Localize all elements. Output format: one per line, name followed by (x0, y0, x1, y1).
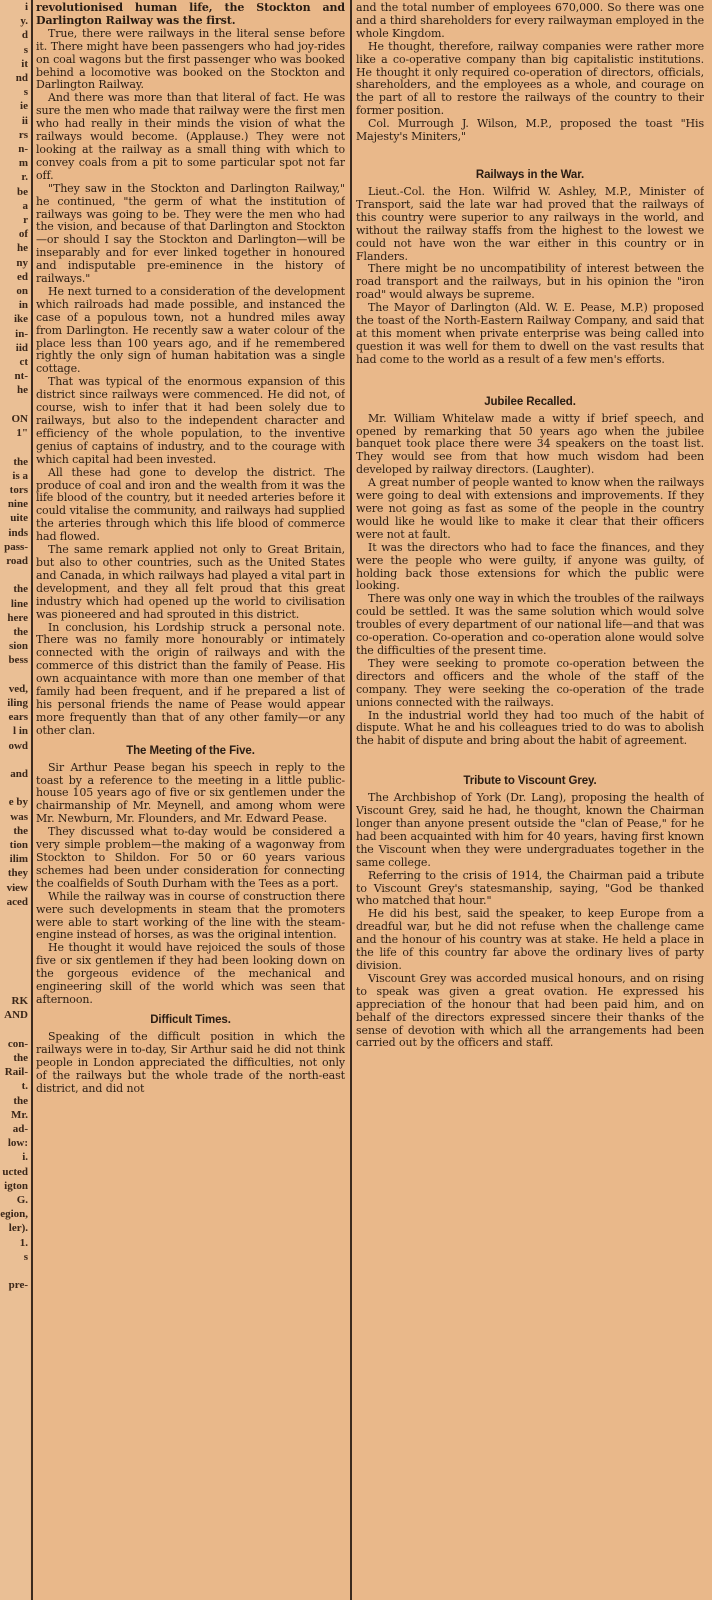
margin-fragment: RK (11, 995, 28, 1008)
margin-fragment: is a (12, 469, 28, 482)
margin-fragment (0, 753, 30, 767)
margin-fragment: the (13, 1094, 28, 1107)
margin-fragment: igton (4, 1179, 28, 1192)
margin-fragment: i. (22, 1151, 28, 1164)
margin-fragment: l in (13, 725, 28, 738)
margin-fragment (0, 568, 30, 582)
paragraph: "They saw in the Stockton and Darlington Railway," he continued, "the germ of what the institution of railways was going to be. They were the men who had the vision, and because of that Darlington and Stockton—or should I say the Stockton and Darlington—will be inseparably and for ever linked together in honoured and indisputable pre-eminence in the history of railways." (36, 181, 345, 286)
margin-fragment: in- (15, 327, 28, 340)
margin-fragment: e by (8, 796, 28, 809)
paragraph: Col. Murrough J. Wilson, M.P., proposed the toast "His Majesty's Miniters," (356, 117, 704, 144)
margin-fragment: was (10, 810, 28, 823)
margin-fragment: m (18, 157, 28, 170)
paragraph: They discussed what to-day would be considered a very simple problem—the making of a wagonway from Stockton to Shildon. For 50 or 60 years various schemes had been under consideration for connecting the coalfields of South Durham with the Tees as a port. (36, 825, 345, 890)
paragraph: The Mayor of Darlington (Ald. W. E. Pease, M.P.) proposed the toast of the North-Eastern Railway Company, and said that at this moment when private enterprise was being called into question it was well for them to dwell on the vast results that had come to the world as a result of a few men's efforts. (356, 301, 704, 366)
margin-fragment: s (23, 1250, 28, 1263)
margin-fragment: ed (17, 270, 28, 283)
margin-fragment: it (21, 57, 28, 70)
margin-fragment: tors (9, 483, 28, 496)
margin-fragment: rs (18, 128, 28, 141)
article-column-1 (36, 2, 345, 1598)
margin-fragment: ilim (9, 853, 28, 866)
paragraph: True, there were railways in the literal sense before it. There might have been passengers who had joy-rides on coal wagons but the first passenger who was booked behind a locomotive was booked on the Stockton and Darlington Railway. (36, 26, 345, 92)
margin-fragment: he (17, 242, 28, 255)
paragraph: Sir Arthur Pease began his speech in reply to the toast by a reference to the meeting in a little public-house 105 years ago of five or six gentlemen under the chairmanship of Mr. Meynell, and among whom were Mr. Newburn, Mr. Flounders, and Mr. Edward Pease. (36, 760, 345, 826)
margin-fragment: iling (7, 696, 28, 709)
paragraph: Referring to the crisis of 1914, the Chairman paid a tribute to Viscount Grey's statesmanship, saying, "God be thanked who matched that hour." (356, 868, 704, 908)
column-rule-middle (350, 0, 352, 1600)
margin-fragment: ii (21, 114, 28, 127)
paragraph: All these had gone to develop the district. The produce of coal and iron and the wealth from it was the life blood of the country, but it needed arteries before it could vitalise the community, and railways had supplied the arteries through which this life blood of commerce had flowed. (36, 465, 345, 544)
margin-fragment: ved, (8, 682, 28, 695)
margin-fragment: ler). (8, 1222, 28, 1235)
paragraph: He did his best, said the speaker, to keep Europe from a dreadful war, but he did not refuse when the challenge came and the honour of his country was at stake. He held a place in the life of this country far above the ordinary lives of party division. (356, 907, 704, 972)
paragraph: The Archbishop of York (Dr. Lang), proposing the health of Viscount Grey, said he had, he thought, known the Chairman longer than anyone present outside the "clan of Pease," for he had been acquainted with him for 40 years, having first known the Viscount when they were undergraduates together in the same college. (356, 791, 704, 869)
margin-fragment: aced (6, 895, 28, 908)
paragraph: They were seeking to promote co-operation between the directors and officers and the whole of the staff of the company. They were seeking the co-operation of the trade unions connected with the railways. (356, 656, 704, 709)
margin-fragment: G. (16, 1194, 28, 1207)
paragraph: That was typical of the enormous expansion of this district since railways were commenced. He did not, of course, wish to infer that it had been solely due to railways, but also to the independent character and efficiency of the whole population, to the inventive genius of captains of industry, and to the courage with which capital had been invested. (36, 375, 345, 466)
margin-fragment: here (7, 611, 28, 624)
margin-fragment: con- (7, 1037, 28, 1050)
margin-fragment: of (18, 228, 28, 241)
margin-fragment: ucted (2, 1165, 28, 1178)
margin-fragment (0, 440, 30, 454)
margin-fragment: the (13, 824, 28, 837)
subheading-jubilee-recalled: Jubilee Recalled. (484, 395, 576, 408)
margin-fragment: Mr. (10, 1108, 28, 1121)
margin-fragment: and (10, 767, 28, 780)
margin-fragment (0, 980, 30, 994)
paragraph: In conclusion, his Lordship struck a personal note. There was no family more honourably or intimately connected with the origin of railways and with the commerce of this district than the family of Pease. His own acquaintance with more than one member of that family had been frequent, and if he prepared a list of his personal friends the name of Pease would appear more frequently than that of any other family—or any other clan. (36, 620, 345, 737)
margin-fragment: egion, (0, 1208, 28, 1221)
margin-fragment (0, 398, 30, 412)
margin-fragment: i (24, 1, 28, 13)
margin-fragment: be (17, 185, 28, 198)
margin-fragment (0, 966, 30, 980)
margin-fragment: ny (16, 256, 28, 269)
spacer (356, 144, 704, 162)
margin-fragment: r (23, 214, 28, 227)
margin-fragment: ie (20, 100, 28, 113)
margin-fragment: y. (20, 15, 28, 28)
paragraph: And there was more than that literal of fact. He was sure the men who made that railway were the first men who had really in their minds the vision of what the railways would become. (Applause.) They were not looking at the railway as a small thing with which to convey coals from a pit to some particular spot not far off. (36, 91, 345, 182)
margin-fragment: ike (13, 313, 28, 326)
paragraph: He next turned to a consideration of the development which railroads had made possible, and instanced the case of a populous town, not a hundred miles away from Darlington. He recently saw a water colour of the place less than 100 years ago, and if he remembered rightly the only sign of human habitation was a single cottage. (36, 284, 345, 376)
margin-fragment: he (17, 384, 28, 397)
spacer (356, 367, 704, 389)
margin-fragment (0, 952, 30, 966)
margin-fragment: s (23, 43, 28, 56)
margin-fragment: tion (9, 838, 28, 851)
margin-fragment: bess (8, 654, 28, 667)
margin-fragment: n- (18, 143, 28, 156)
paragraph: There might be no uncompatibility of interest between the road transport and the railways, but in his opinion the "iron road" would always be supreme. (356, 262, 704, 302)
subheading-tribute-to-viscount-grey: Tribute to Viscount Grey. (463, 775, 597, 788)
margin-fragment: t. (21, 1080, 28, 1093)
margin-fragment: pre- (8, 1279, 28, 1292)
margin-fragment: in (18, 299, 28, 312)
paragraph: revolutionised human life, the Stockton and Darlington Railway was the first. (36, 2, 345, 27)
left-margin-fragment (0, 0, 30, 1600)
margin-fragment (0, 1264, 30, 1278)
paragraph: It was the directors who had to face the finances, and they were the people who were guilty, if anyone was guilty, of holding back those extensions for which the public were looking. (356, 540, 704, 593)
margin-fragment: s (23, 86, 28, 99)
margin-fragment (0, 781, 30, 795)
subheading-meeting-of-the-five: The Meeting of the Five. (126, 744, 255, 757)
margin-fragment: owd (8, 739, 28, 752)
margin-fragment: Rail- (4, 1066, 28, 1079)
subheading-difficult-times: Difficult Times. (150, 1013, 231, 1026)
paragraph: and the total number of employees 670,000. So there was one and a third shareholders for every railwayman employed in the whole Kingdom. (356, 2, 704, 40)
margin-fragment (0, 909, 30, 923)
margin-fragment: nt- (14, 370, 28, 383)
margin-fragment: pass- (4, 540, 28, 553)
margin-fragment: sion (9, 640, 28, 653)
paragraph: Lieut.-Col. the Hon. Wilfrid W. Ashley, M.P., Minister of Transport, said the late war had proved that the railways of this country were superior to any railways in the world, and without the railway staffs from the highest to the lowest we could not have won the war either in this country or in Flanders. (356, 184, 704, 263)
subheading-railways-in-the-war: Railways in the War. (475, 168, 585, 181)
margin-fragment (0, 1023, 30, 1037)
spacer (356, 748, 704, 768)
margin-fragment (0, 668, 30, 682)
margin-fragment: they (7, 867, 28, 880)
margin-fragment: line (10, 597, 28, 610)
paragraph: Mr. William Whitelaw made a witty if brief speech, and opened by remarking that 50 years ago when the jubilee banquet took place there were 34 speakers on the toast list. They would see from that how much wisdom had been developed by railway directors. (Laughter). (356, 411, 704, 477)
margin-fragment: nine (7, 498, 28, 511)
margin-fragment: ct (19, 356, 28, 369)
margin-fragment (0, 937, 30, 951)
margin-fragment: d (21, 29, 28, 42)
margin-fragment: on (16, 285, 28, 298)
paragraph: Viscount Grey was accorded musical honours, and on rising to speak was given a great ovation. He expressed his appreciation of the honour that had been paid him, and on behalf of the directors expressed sincere their thanks of the sense of devotion with which all the arrangements had been carried out by the officers and staff. (356, 971, 704, 1050)
margin-fragment: ad- (12, 1123, 28, 1136)
margin-fragment: nd (15, 72, 28, 85)
margin-fragment: inds (8, 526, 28, 539)
margin-fragment: road (6, 554, 28, 567)
margin-fragment: AND (4, 1009, 28, 1022)
paragraph: He thought it would have rejoiced the souls of those five or six gentlemen if they had been looking down on the gorgeous evidence of the mechanical and engineering skill of the world which was seen that afternoon. (36, 941, 345, 1006)
paragraph: In the industrial world they had too much of the habit of dispute. What he and his colleagues tried to do was to abolish the habit of dispute and bring about the habit of agreement. (356, 708, 704, 748)
margin-fragment: the (13, 455, 28, 468)
paragraph: While the railway was in course of construction there were such developments in steam that the promoters were able to start working of the line with the steam-engine instead of horses, as was the original intention. (36, 889, 345, 942)
article-column-2 (356, 2, 704, 1598)
column-rule-left (31, 0, 33, 1600)
margin-fragment: r. (21, 171, 28, 184)
paragraph: A great number of people wanted to know when the railways were going to deal with extensions and improvements. If they were not going as fast as some of the people in the country would like he would like to make it clear that their officers were not at fault. (356, 476, 704, 541)
margin-fragment: 1. (19, 1236, 28, 1249)
margin-fragment (0, 923, 30, 937)
margin-fragment: a (22, 199, 28, 212)
paragraph: There was only one way in which the troubles of the railways could be settled. It was the same solution which would solve troubles of every department of our national life—and that was co-operation. Co-operation and co-operation alone would solve the difficulties of the present time. (356, 592, 704, 657)
margin-fragment: ears (8, 711, 28, 724)
margin-fragment: the (13, 583, 28, 596)
margin-fragment: the (13, 1052, 28, 1065)
paragraph: Speaking of the difficult position in which the railways were in to-day, Sir Arthur said he did not think people in London appreciated the difficulties, not only of the railways but the whole trade of the north-east district, and did not (36, 1029, 345, 1095)
margin-fragment: uite (10, 512, 28, 525)
paragraph: The same remark applied not only to Great Britain, but also to other countries, such as the United States and Canada, in which railways had played a vital part in development, and they all felt proud that this great industry which had opened up the world to civilisation was pioneered and had sprouted in this district. (36, 543, 345, 621)
margin-fragment: ON (11, 412, 28, 425)
margin-fragment: low: (7, 1137, 28, 1150)
paragraph: He thought, therefore, railway companies were rather more like a co-operative company than big capitalistic institutions. He thought it only required co-operation of directors, officials, shareholders, and the employees as a whole, and courage on the part of all to restore the railways of the country to their former position. (356, 39, 704, 118)
margin-fragment: view (6, 881, 28, 894)
margin-fragment: 1" (16, 427, 28, 440)
margin-fragment: iid (15, 341, 28, 354)
margin-fragment: the (13, 625, 28, 638)
